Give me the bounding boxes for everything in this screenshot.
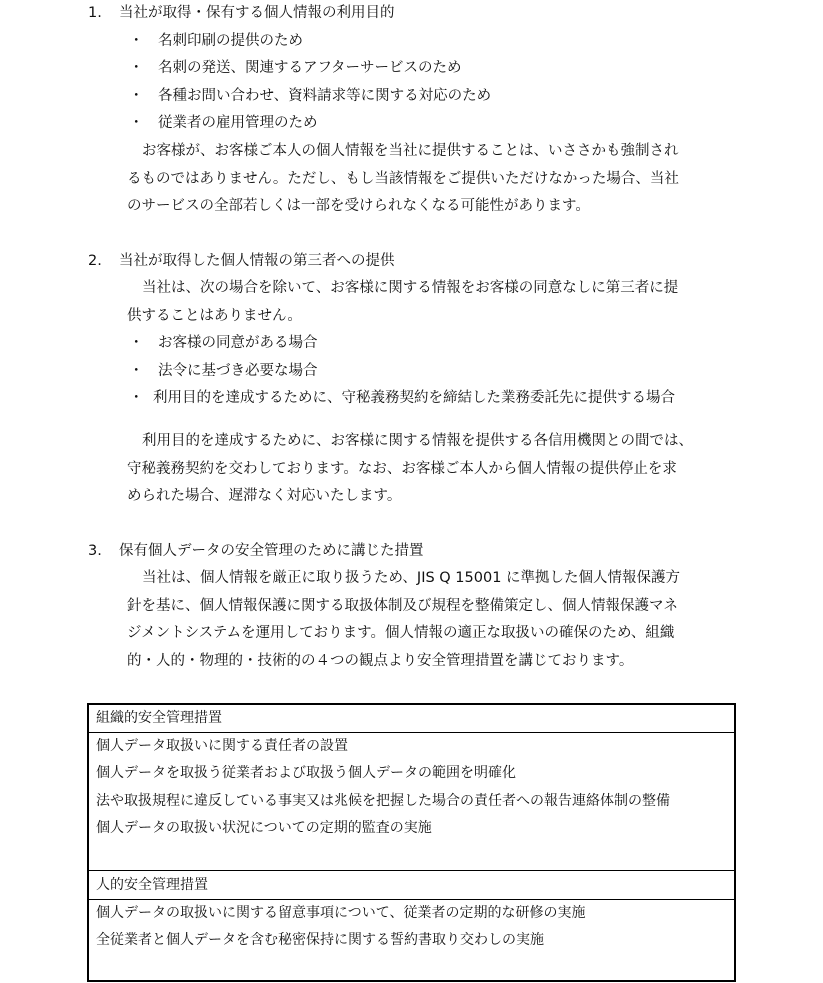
list-item: お客様の同意がある場合 [158, 335, 318, 351]
section-number: 1. [88, 5, 102, 21]
bullet: ・ [129, 363, 144, 379]
list-item: 従業者の雇用管理のため [158, 115, 318, 131]
section-title: 当社が取得・保有する個人情報の利用目的 [119, 5, 395, 21]
list-item: 名刺印刷の提供のため [158, 33, 303, 49]
divider [89, 732, 734, 733]
paragraph-line: められた場合、遅滞なく対応いたします。 [127, 488, 402, 504]
paragraph-line: 当社は、次の場合を除いて、お客様に関する情報をお客様の同意なしに第三者に提 [142, 280, 679, 296]
bullet: ・ [129, 115, 144, 131]
bullet: ・ [129, 88, 144, 104]
divider [89, 870, 734, 871]
table-header: 人的安全管理措置 [96, 877, 208, 893]
paragraph-line: 的・人的・物理的・技術的の４つの観点より安全管理措置を講じております。 [127, 653, 634, 669]
paragraph-line: 針を基に、個人情報保護に関する取扱体制及び規程を整備策定し、個人情報保護マネ [127, 598, 678, 614]
bullet: ・ [129, 390, 144, 406]
table-row: 法や取扱規程に違反している事実又は兆候を把握した場合の責任者への報告連絡体制の整備 [96, 793, 670, 809]
table-row: 個人データの取扱いに関する留意事項について、従業者の定期的な研修の実施 [96, 905, 586, 921]
paragraph-line: 当社は、個人情報を厳正に取り扱うため、JIS Q 15001 に準拠した個人情報保護方 [142, 570, 681, 586]
paragraph-line: のサービスの全部若しくは一部を受けられなくなる可能性があります。 [127, 198, 590, 214]
paragraph-line: 守秘義務契約を交わしております。なお、お客様ご本人から個人情報の提供停止を求 [127, 461, 677, 477]
list-item: 法令に基づき必要な場合 [158, 363, 318, 379]
paragraph-line: 利用目的を達成するために、お客様に関する情報を提供する各信用機関との間では、 [142, 433, 693, 449]
section-title: 当社が取得した個人情報の第三者への提供 [119, 253, 395, 269]
bullet: ・ [129, 33, 144, 49]
paragraph-line: ジメントシステムを運用しております。個人情報の適正な取扱いの確保のため、組織 [127, 625, 675, 641]
paragraph-line: 供することはありません。 [127, 308, 302, 324]
table-row: 個人データ取扱いに関する責任者の設置 [96, 738, 348, 754]
paragraph-line: お客様が、お客様ご本人の個人情報を当社に提供することは、いささかも強制され [142, 143, 679, 159]
table-row: 個人データを取扱う従業者および取扱う個人データの範囲を明確化 [96, 765, 516, 781]
table-header: 組織的安全管理措置 [96, 710, 222, 726]
divider [89, 899, 734, 900]
table-row: 個人データの取扱い状況についての定期的監査の実施 [96, 820, 432, 836]
list-item: 各種お問い合わせ、資料請求等に関する対応のため [158, 88, 492, 104]
section-number: 3. [88, 543, 102, 559]
list-item: 名刺の発送、関連するアフターサービスのため [158, 60, 462, 76]
table-row: 全従業者と個人データを含む秘密保持に関する誓約書取り交わしの実施 [96, 932, 544, 948]
bullet: ・ [129, 60, 144, 76]
list-item: 利用目的を達成するために、守秘義務契約を締結した業務委託先に提供する場合 [153, 390, 675, 406]
section-title: 保有個人データの安全管理のために講じた措置 [119, 543, 424, 559]
paragraph-line: るものではありません。ただし、もし当該情報をご提供いただけなかった場合、当社 [127, 171, 679, 187]
bullet: ・ [129, 335, 144, 351]
section-number: 2. [88, 253, 102, 269]
